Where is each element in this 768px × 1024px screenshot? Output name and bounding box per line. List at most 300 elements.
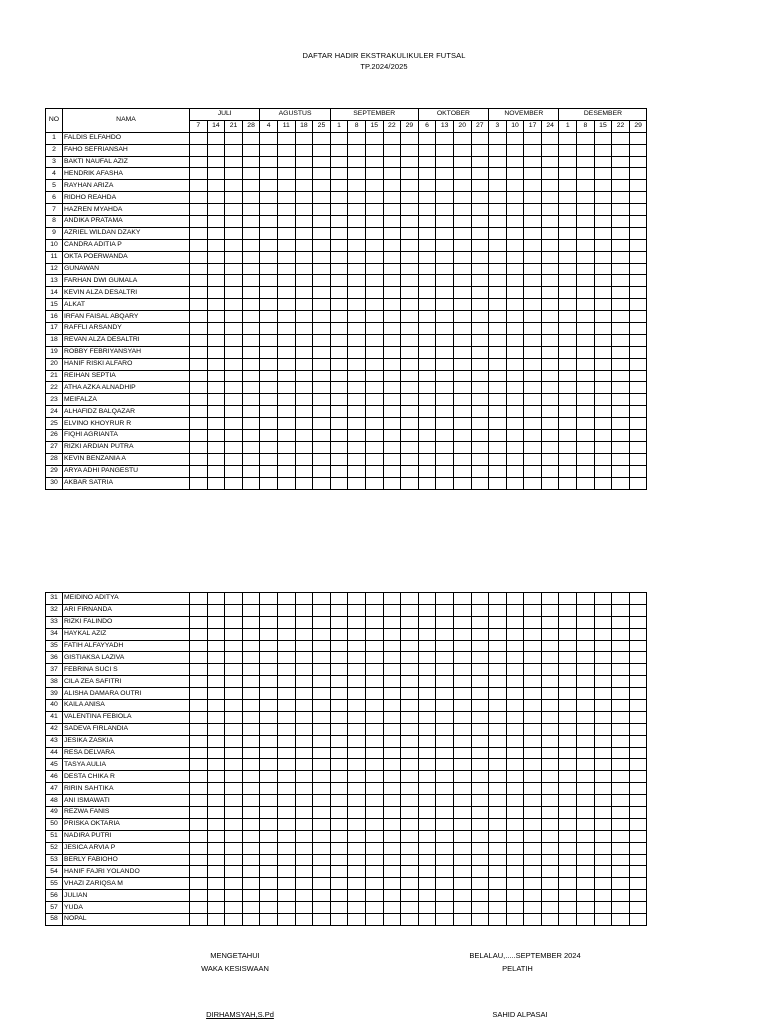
attendance-cell [242,370,260,382]
attendance-cell [471,441,489,453]
attendance-cell [383,239,401,251]
attendance-cell [365,604,383,616]
attendance-cell [436,465,454,477]
attendance-cell [295,628,313,640]
attendance-cell [524,477,542,489]
attendance-cell [506,370,524,382]
attendance-cell [313,156,331,168]
attendance-cell [541,311,559,323]
attendance-cell [629,842,647,854]
student-number: 51 [46,830,63,842]
attendance-cell [207,334,225,346]
attendance-cell [489,759,507,771]
attendance-cell [594,275,612,287]
attendance-cell [365,168,383,180]
attendance-cell [401,890,419,902]
attendance-cell [453,477,471,489]
attendance-cell [541,593,559,605]
attendance-cell [524,192,542,204]
attendance-cell [348,239,366,251]
attendance-cell [524,688,542,700]
table-row [46,394,647,406]
attendance-cell [313,346,331,358]
attendance-cell [524,358,542,370]
attendance-cell [365,216,383,228]
attendance-cell [348,914,366,926]
attendance-cell [260,640,278,652]
attendance-cell [594,640,612,652]
attendance-cell [594,453,612,465]
attendance-cell [489,382,507,394]
attendance-cell [277,216,295,228]
attendance-cell [242,477,260,489]
attendance-cell [348,807,366,819]
attendance-cell [594,711,612,723]
student-name: IRFAN FAISAL ABQARY [63,311,190,323]
attendance-cell [277,275,295,287]
attendance-cell [418,818,436,830]
attendance-cell [471,418,489,430]
attendance-cell [629,878,647,890]
attendance-cell [401,914,419,926]
attendance-cell [207,453,225,465]
attendance-cell [471,132,489,144]
attendance-cell [594,406,612,418]
attendance-cell [524,914,542,926]
attendance-cell [489,239,507,251]
attendance-cell [401,593,419,605]
attendance-cell [313,430,331,442]
attendance-cell [453,156,471,168]
attendance-cell [225,783,243,795]
attendance-cell [418,465,436,477]
attendance-cell [524,866,542,878]
attendance-cell [295,593,313,605]
attendance-cell [295,430,313,442]
attendance-cell [401,711,419,723]
attendance-cell [577,676,595,688]
student-number: 11 [46,251,63,263]
attendance-cell [313,664,331,676]
attendance-cell [365,299,383,311]
attendance-cell [471,453,489,465]
attendance-cell [629,700,647,712]
attendance-cell [594,688,612,700]
attendance-cell [401,406,419,418]
attendance-cell [383,890,401,902]
student-name: RAFFLI ARSANDY [63,323,190,335]
attendance-cell [524,370,542,382]
table-row [46,441,647,453]
attendance-cell [471,807,489,819]
attendance-cell [207,711,225,723]
attendance-cell [277,593,295,605]
attendance-cell [489,593,507,605]
attendance-cell [612,382,630,394]
attendance-cell [418,299,436,311]
attendance-cell [453,604,471,616]
attendance-cell [559,759,577,771]
attendance-cell [190,132,208,144]
attendance-cell [418,370,436,382]
attendance-cell [207,914,225,926]
attendance-cell [365,688,383,700]
attendance-cell [401,192,419,204]
attendance-cell [489,818,507,830]
attendance-cell [418,287,436,299]
attendance-cell [453,287,471,299]
attendance-cell [506,144,524,156]
attendance-cell [471,216,489,228]
attendance-cell [453,664,471,676]
attendance-cell [383,747,401,759]
attendance-cell [295,144,313,156]
attendance-cell [260,251,278,263]
attendance-cell [594,394,612,406]
sign-left-name: DIRHAMSYAH,S.Pd [206,1010,274,1019]
attendance-cell [277,299,295,311]
attendance-cell [242,275,260,287]
attendance-cell [453,465,471,477]
attendance-cell [190,311,208,323]
attendance-table-page2 [45,592,647,926]
attendance-cell [541,394,559,406]
attendance-cell [577,144,595,156]
attendance-cell [365,640,383,652]
student-number: 39 [46,688,63,700]
attendance-cell [418,358,436,370]
attendance-cell [489,251,507,263]
attendance-cell [365,251,383,263]
attendance-cell [190,723,208,735]
attendance-cell [190,902,208,914]
attendance-cell [541,251,559,263]
attendance-cell [418,477,436,489]
attendance-cell [577,854,595,866]
attendance-cell [348,477,366,489]
attendance-cell [225,144,243,156]
attendance-cell [612,453,630,465]
attendance-cell [524,700,542,712]
attendance-cell [295,890,313,902]
attendance-cell [577,830,595,842]
attendance-cell [418,406,436,418]
attendance-cell [524,795,542,807]
attendance-cell [453,854,471,866]
attendance-cell [577,382,595,394]
attendance-cell [541,723,559,735]
attendance-cell [436,676,454,688]
attendance-cell [260,299,278,311]
table-row [46,227,647,239]
attendance-cell [295,676,313,688]
attendance-cell [629,688,647,700]
attendance-cell [506,628,524,640]
attendance-cell [365,878,383,890]
attendance-cell [313,168,331,180]
attendance-cell [524,287,542,299]
attendance-cell [348,382,366,394]
attendance-cell [629,370,647,382]
attendance-cell [348,441,366,453]
attendance-cell [629,358,647,370]
attendance-cell [594,465,612,477]
student-name: FAHO SEFRIANSAH [63,144,190,156]
attendance-cell [207,640,225,652]
attendance-cell [506,299,524,311]
attendance-cell [559,688,577,700]
attendance-cell [506,604,524,616]
attendance-cell [471,735,489,747]
attendance-cell [348,334,366,346]
student-number: 13 [46,275,63,287]
table-row [46,711,647,723]
attendance-cell [418,878,436,890]
attendance-cell [330,394,348,406]
attendance-cell [577,168,595,180]
attendance-cell [277,418,295,430]
attendance-cell [242,593,260,605]
attendance-cell [629,866,647,878]
attendance-cell [383,430,401,442]
attendance-cell [577,771,595,783]
attendance-cell [330,593,348,605]
attendance-cell [489,441,507,453]
attendance-cell [524,890,542,902]
attendance-cell [453,275,471,287]
attendance-cell [260,604,278,616]
attendance-cell [577,652,595,664]
attendance-cell [594,168,612,180]
attendance-cell [612,640,630,652]
attendance-cell [295,616,313,628]
attendance-cell [190,830,208,842]
attendance-cell [242,251,260,263]
attendance-cell [418,453,436,465]
attendance-cell [190,358,208,370]
attendance-cell [242,180,260,192]
attendance-cell [225,700,243,712]
attendance-cell [190,275,208,287]
attendance-cell [489,700,507,712]
attendance-cell [190,156,208,168]
attendance-cell [313,818,331,830]
attendance-cell [277,688,295,700]
attendance-cell [506,902,524,914]
attendance-cell [436,251,454,263]
attendance-cell [383,593,401,605]
attendance-cell [541,192,559,204]
attendance-cell [225,132,243,144]
attendance-cell [401,263,419,275]
attendance-cell [436,878,454,890]
table-row [46,299,647,311]
table-row [46,287,647,299]
attendance-cell [348,878,366,890]
attendance-cell [295,465,313,477]
attendance-cell [471,664,489,676]
student-number: 20 [46,358,63,370]
attendance-cell [577,902,595,914]
attendance-cell [471,652,489,664]
attendance-cell [436,144,454,156]
attendance-cell [401,652,419,664]
attendance-cell [506,406,524,418]
attendance-cell [471,676,489,688]
attendance-cell [436,735,454,747]
attendance-cell [629,652,647,664]
student-name: HANIF FAJRI YOLANDO [63,866,190,878]
attendance-cell [524,593,542,605]
attendance-cell [612,156,630,168]
attendance-cell [348,299,366,311]
attendance-cell [242,902,260,914]
attendance-cell [383,723,401,735]
attendance-cell [242,430,260,442]
attendance-cell [612,441,630,453]
student-number: 26 [46,430,63,442]
table-row [46,263,647,275]
attendance-cell [225,747,243,759]
student-name: KEVIN ALZA DESALTRI [63,287,190,299]
attendance-cell [260,771,278,783]
attendance-cell [453,640,471,652]
attendance-cell [629,168,647,180]
attendance-cell [577,914,595,926]
sign-left-line1: MENGETAHUI [210,951,260,960]
attendance-cell [313,616,331,628]
attendance-cell [295,783,313,795]
attendance-cell [242,299,260,311]
attendance-cell [207,878,225,890]
attendance-cell [453,616,471,628]
attendance-cell [207,275,225,287]
attendance-cell [436,604,454,616]
attendance-cell [541,406,559,418]
attendance-cell [330,132,348,144]
attendance-cell [242,346,260,358]
attendance-cell [453,866,471,878]
attendance-cell [594,593,612,605]
table-row [46,664,647,676]
attendance-cell [242,441,260,453]
attendance-cell [541,866,559,878]
attendance-cell [559,358,577,370]
attendance-cell [330,144,348,156]
attendance-cell [330,688,348,700]
attendance-cell [295,477,313,489]
attendance-cell [506,652,524,664]
attendance-cell [313,700,331,712]
attendance-cell [612,334,630,346]
attendance-cell [365,287,383,299]
attendance-cell [401,465,419,477]
attendance-cell [524,640,542,652]
attendance-cell [418,902,436,914]
attendance-cell [418,168,436,180]
attendance-cell [348,783,366,795]
attendance-cell [489,711,507,723]
attendance-cell [365,842,383,854]
attendance-cell [418,275,436,287]
attendance-cell [365,180,383,192]
attendance-cell [489,842,507,854]
attendance-cell [190,771,208,783]
attendance-cell [559,628,577,640]
attendance-cell [559,664,577,676]
attendance-cell [629,664,647,676]
attendance-cell [313,204,331,216]
attendance-cell [348,854,366,866]
attendance-cell [295,334,313,346]
attendance-cell [541,132,559,144]
attendance-cell [506,890,524,902]
attendance-cell [207,406,225,418]
attendance-cell [524,818,542,830]
attendance-cell [277,818,295,830]
attendance-cell [348,688,366,700]
attendance-cell [190,878,208,890]
attendance-cell [242,382,260,394]
attendance-cell [225,453,243,465]
attendance-cell [330,795,348,807]
student-name: JESICA ARVIA P [63,842,190,854]
attendance-cell [383,711,401,723]
table-row [46,453,647,465]
attendance-cell [348,771,366,783]
attendance-cell [225,192,243,204]
attendance-cell [225,239,243,251]
attendance-cell [242,168,260,180]
attendance-cell [277,771,295,783]
attendance-cell [330,902,348,914]
attendance-cell [348,287,366,299]
attendance-cell [383,830,401,842]
attendance-cell [242,830,260,842]
student-number: 21 [46,370,63,382]
attendance-cell [313,192,331,204]
attendance-cell [225,652,243,664]
attendance-cell [418,323,436,335]
attendance-cell [559,227,577,239]
attendance-cell [577,616,595,628]
attendance-cell [541,688,559,700]
attendance-cell [577,216,595,228]
attendance-cell [577,604,595,616]
attendance-cell [207,723,225,735]
attendance-cell [436,830,454,842]
attendance-cell [401,723,419,735]
attendance-cell [489,132,507,144]
attendance-cell [365,477,383,489]
attendance-cell [524,783,542,795]
attendance-cell [453,430,471,442]
attendance-cell [383,156,401,168]
attendance-cell [436,192,454,204]
attendance-cell [541,346,559,358]
attendance-cell [541,807,559,819]
attendance-cell [242,465,260,477]
table-row [46,239,647,251]
attendance-cell [594,334,612,346]
attendance-cell [277,441,295,453]
attendance-cell [207,358,225,370]
attendance-cell [383,144,401,156]
attendance-cell [418,263,436,275]
attendance-cell [330,430,348,442]
attendance-cell [559,180,577,192]
attendance-cell [453,144,471,156]
